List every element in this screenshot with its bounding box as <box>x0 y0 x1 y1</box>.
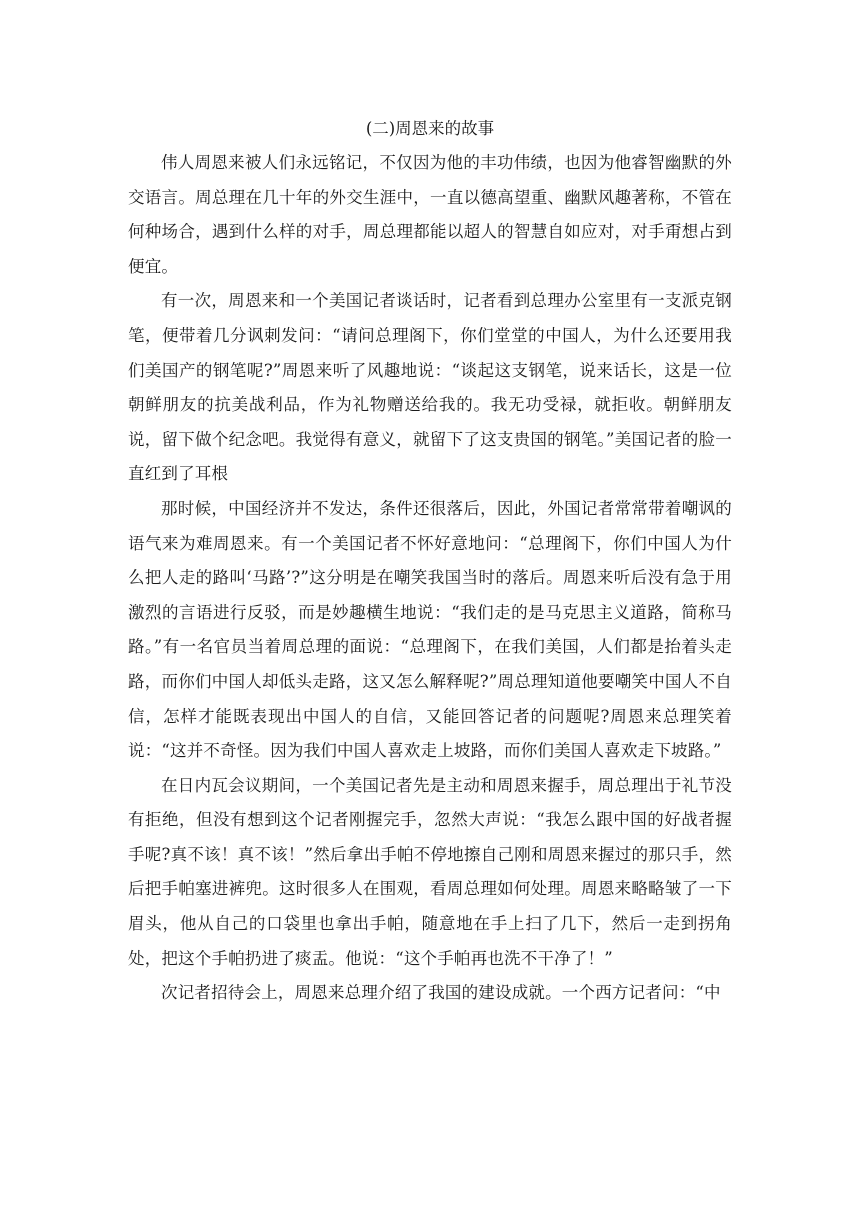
paragraph-road-story: 那时候，中国经济并不发达，条件还很落后，因此，外国记者常常带着嘲讽的语气来为难周恩来。有一个美国记者不怀好意地问：“总理阁下，你们中国人为什么把人走的路叫‘马路’?”这分明是在嘲笑我国当时的落后。周恩来听后没有急于用激烈的言语进行反驳，而是妙趣横生地说：“我们走的是马克思主义道路，简称马路。”有一名官员当着周总理的面说：“总理阁下，在我们美国，人们都是抬着头走路，而你们中国人却低头走路，这又怎么解释呢?”周总理知道他要嘲笑中国人不自信，怎样才能既表现出中国人的自信，又能回答记者的问题呢?周恩来总理笑着说：“这并不奇怪。因为我们中国人喜欢走上坡路，而你们美国人喜欢走下坡路。” <box>128 498 732 761</box>
document-title: (二)周恩来的故事 <box>365 119 495 138</box>
paragraph-press-conference: 次记者招待会上，周恩来总理介绍了我国的建设成就。一个西方记者问：“中 <box>161 983 721 1003</box>
document-body <box>128 112 732 1011</box>
paragraph-pen-story: 有一次，周恩来和一个美国记者谈话时，记者看到总理办公室里有一支派克钢笔，便带着几分讽刺发问：“请问总理阁下，你们堂堂的中国人，为什么还要用我们美国产的钢笔呢?”周恩来听了风趣地说：“谈起这支钢笔，说来话长，这是一位朝鲜朋友的抗美战利品，作为礼物赠送给我的。我无功受禄，就拒收。朝鲜朋友说，留下做个纪念吧。我觉得有意义，就留下了这支贵国的钢笔。”美国记者的脸一直红到了耳根 <box>128 291 732 484</box>
paragraph-geneva-story: 在日内瓦会议期间，一个美国记者先是主动和周恩来握手，周总理出于礼节没有拒绝，但没有想到这个记者刚握完手，忽然大声说：“我怎么跟中国的好战者握手呢?真不该！真不该！”然后拿出手帕不停地擦自己刚和周恩来握过的那只手，然后把手帕塞进裤兜。这时很多人在围观，看周总理如何处理。周恩来略略皱了一下眉头，他从自己的口袋里也拿出手帕，随意地在手上扫了几下，然后一走到拐角处，把这个手帕扔进了痰盂。他说：“这个手帕再也洗不干净了！” <box>128 775 732 968</box>
paragraph-intro: 伟人周恩来被人们永远铭记，不仅因为他的丰功伟绩，也因为他睿智幽默的外交语言。周总理在几十年的外交生涯中，一直以德高望重、幽默风趣著称，不管在何种场合，遇到什么样的对手，周总理都能以超人的智慧自如应对，对手甭想占到便宜。 <box>128 153 732 276</box>
